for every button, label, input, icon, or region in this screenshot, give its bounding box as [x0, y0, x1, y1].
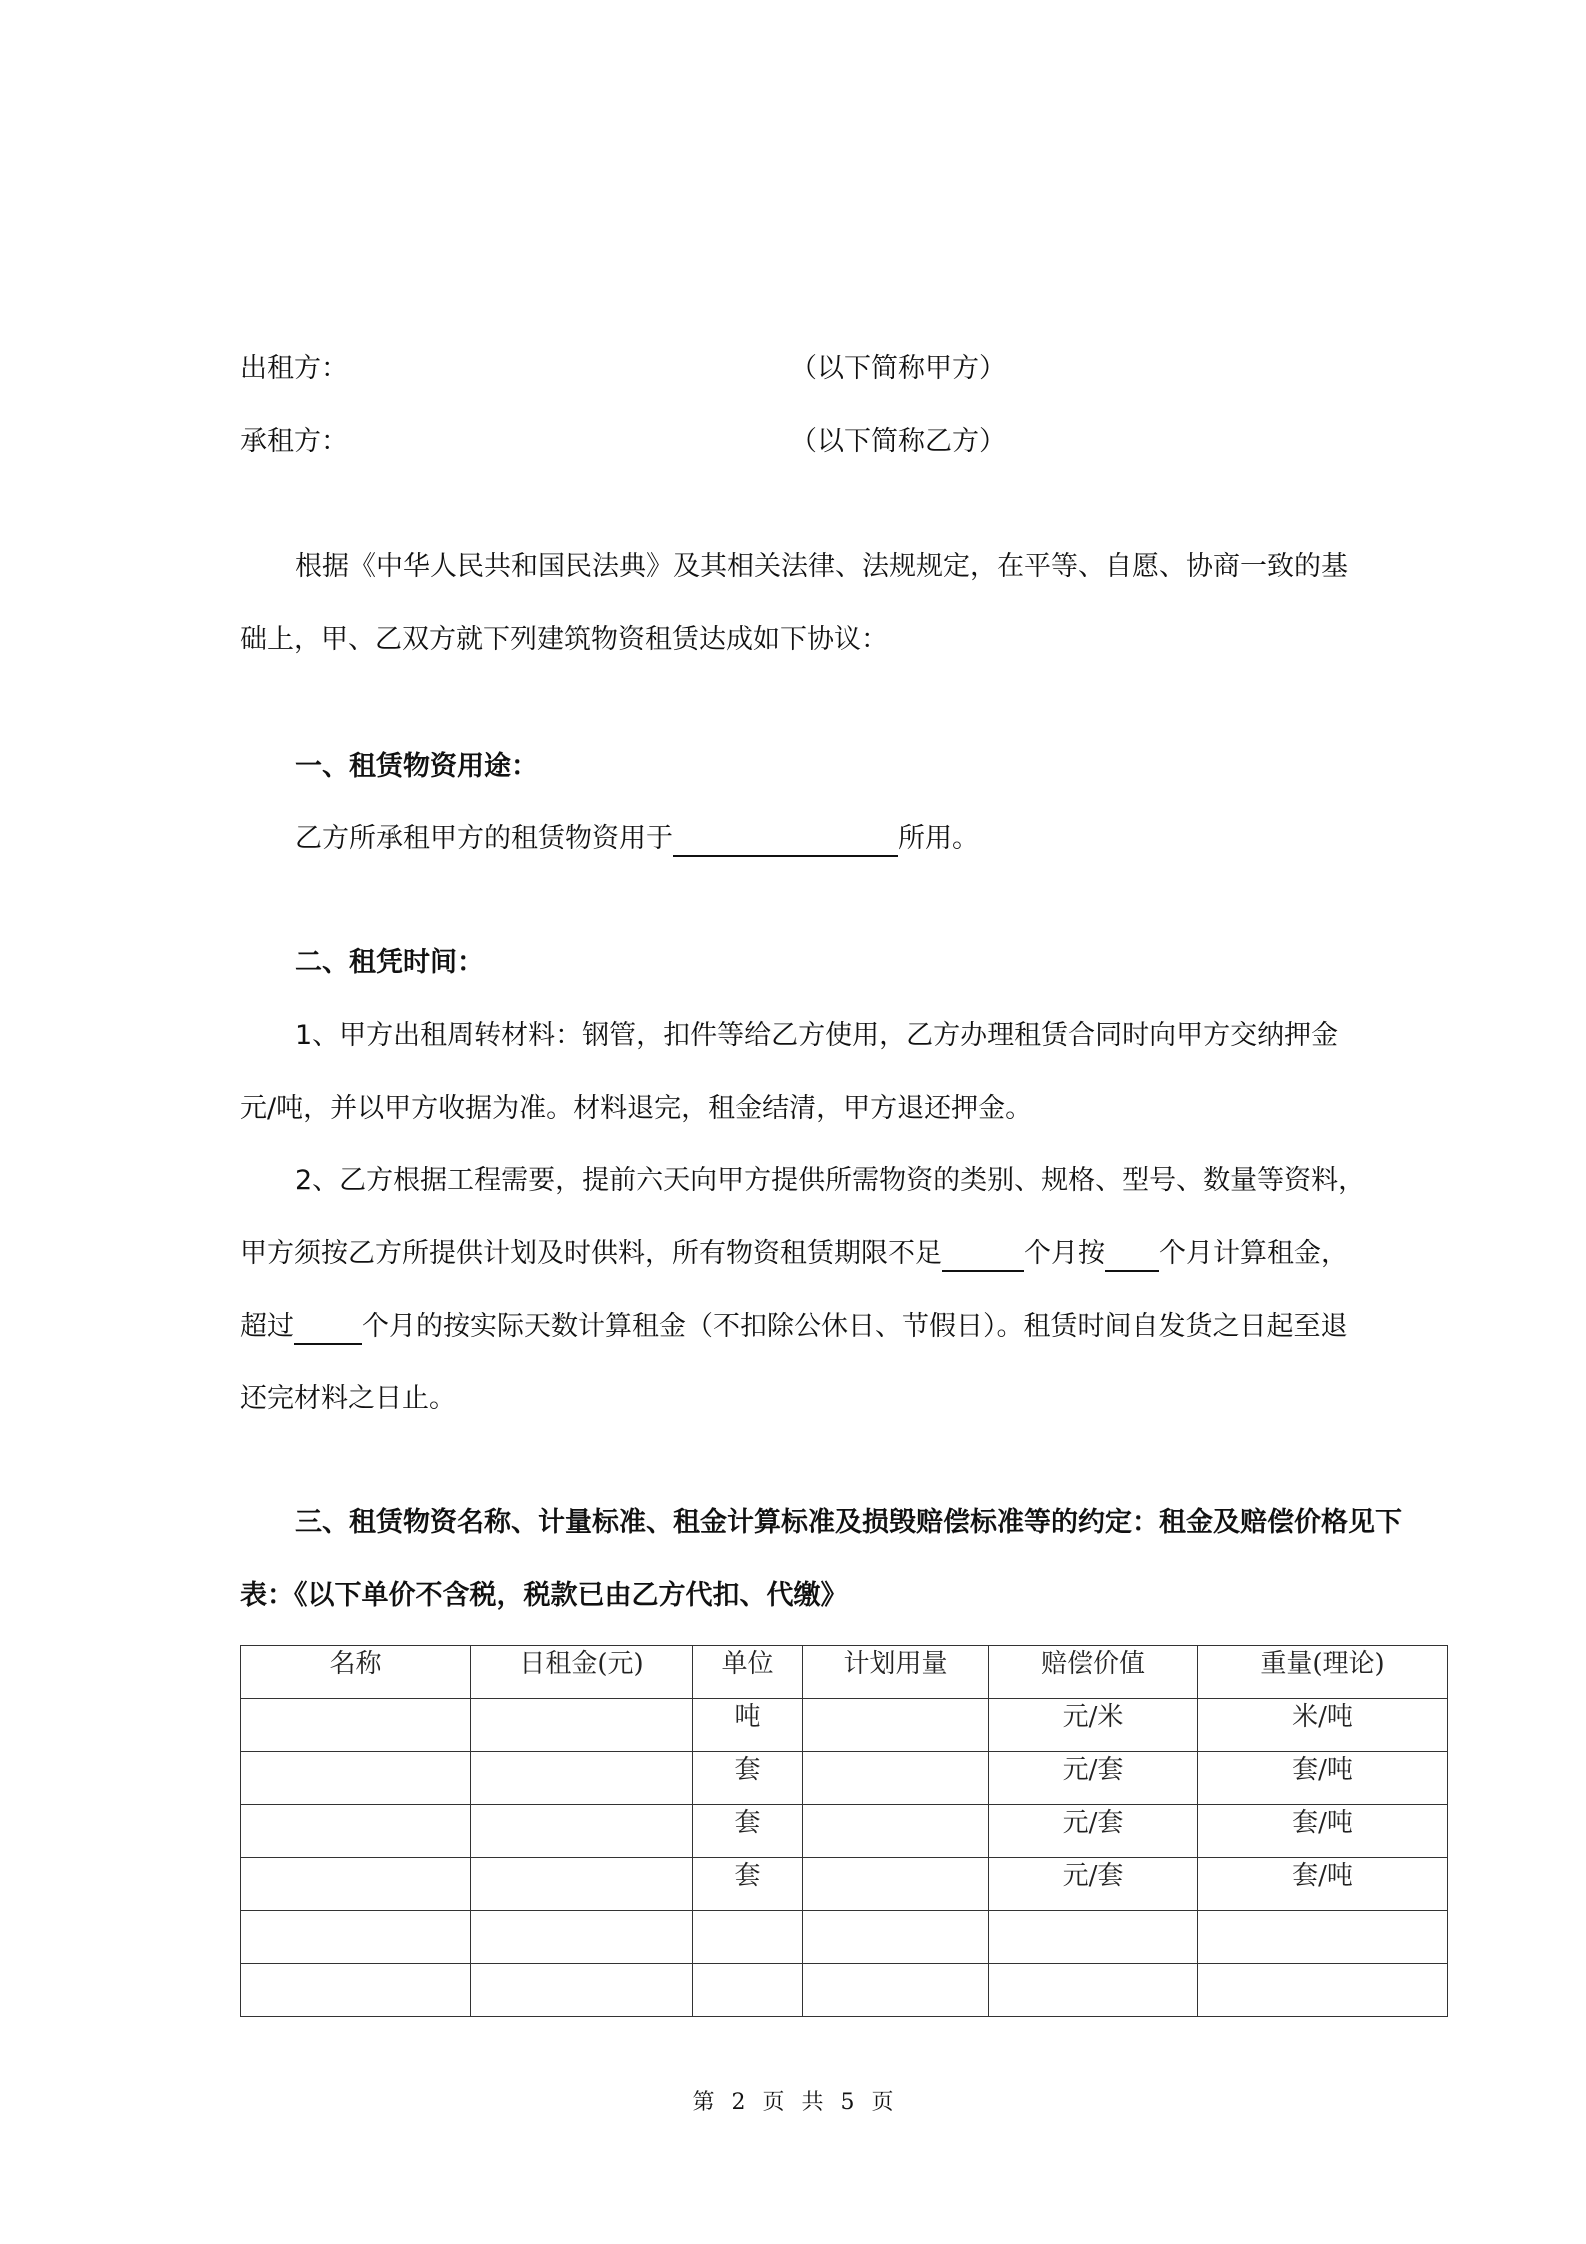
- table-cell: 元/套: [989, 1752, 1198, 1805]
- header-planned-quantity: 计划用量: [803, 1646, 989, 1699]
- table-cell: [471, 1964, 693, 2017]
- section-3-heading-line-1: 三、租赁物资名称、计量标准、租金计算标准及损毁赔偿标准等的约定：租金及赔偿价格见下: [295, 1507, 1402, 1538]
- section-2-p2-line-3: [240, 1309, 1348, 1345]
- section-2-p1-line-2: 元/吨，并以甲方收据为准。材料退完，租金结清，甲方退还押金。: [240, 1093, 1033, 1124]
- section-2-heading: 二、租凭时间：: [295, 947, 484, 978]
- purpose-blank: [673, 825, 898, 857]
- p2-line-2-part-b: 个月按: [1024, 1238, 1105, 1269]
- preamble-line-2: 础上，甲、乙双方就下列建筑物资租赁达成如下协议：: [240, 624, 888, 655]
- header-name: 名称: [241, 1646, 471, 1699]
- table-cell: [803, 1805, 989, 1858]
- table-cell: [241, 1752, 471, 1805]
- table-row: [241, 1699, 1448, 1752]
- section-2-p2-line-1: 2、乙方根据工程需要，提前六天向甲方提供所需物资的类别、规格、型号、数量等资料，: [295, 1165, 1366, 1196]
- section-2-p1-line-1: 1、甲方出租周转材料：钢管，扣件等给乙方使用，乙方办理租赁合同时向甲方交纳押金: [295, 1020, 1339, 1051]
- table-cell: [241, 1964, 471, 2017]
- lessee-note: （以下简称乙方）: [790, 426, 1006, 457]
- months-billed-blank: [1105, 1240, 1159, 1272]
- table-row: [241, 1805, 1448, 1858]
- header-daily-rent: 日租金(元): [471, 1646, 693, 1699]
- p2-line-2-part-a: 甲方须按乙方所提供计划及时供料，所有物资租赁期限不足: [240, 1238, 942, 1269]
- table-cell: [693, 1911, 803, 1964]
- table-cell: [241, 1911, 471, 1964]
- section-3-heading-line-2: 表：《以下单价不含税，税款已由乙方代扣、代缴》: [240, 1580, 848, 1611]
- table-cell: [803, 1911, 989, 1964]
- table-cell: [803, 1699, 989, 1752]
- table-cell: [241, 1858, 471, 1911]
- table-cell: [803, 1964, 989, 2017]
- table-header-row: [241, 1646, 1448, 1699]
- table-cell: [803, 1858, 989, 1911]
- table-cell: 元/套: [989, 1858, 1198, 1911]
- header-compensation-value: 赔偿价值: [989, 1646, 1198, 1699]
- header-theoretical-weight: 重量(理论): [1198, 1646, 1448, 1699]
- p2-line-3-part-b: 个月的按实际天数计算租金（不扣除公休日、节假日）。租赁时间自发货之日起至退: [362, 1311, 1348, 1342]
- p2-line-3-part-a: 超过: [240, 1311, 294, 1342]
- table-row: [241, 1964, 1448, 2017]
- months-short-blank: [942, 1240, 1024, 1272]
- table-cell: [471, 1699, 693, 1752]
- table-cell: 套/吨: [1198, 1752, 1448, 1805]
- section-2-p2-line-4: 还完材料之日止。: [240, 1383, 456, 1414]
- table-cell: [471, 1752, 693, 1805]
- table-cell: [803, 1752, 989, 1805]
- lessee-label: 承租方：: [240, 426, 348, 457]
- table-cell: 套: [693, 1752, 803, 1805]
- table-cell: [241, 1699, 471, 1752]
- section-1-heading: 一、租赁物资用途：: [295, 751, 538, 782]
- p2-line-2-part-c: 个月计算租金，: [1159, 1238, 1348, 1269]
- table-cell: [471, 1858, 693, 1911]
- table-cell: [693, 1964, 803, 2017]
- table-cell: 套: [693, 1858, 803, 1911]
- table-cell: 套/吨: [1198, 1858, 1448, 1911]
- table-cell: 套: [693, 1805, 803, 1858]
- table-cell: [1198, 1964, 1448, 2017]
- page-number: 第 2 页 共 5 页: [692, 2090, 894, 2115]
- table-cell: 米/吨: [1198, 1699, 1448, 1752]
- table-row: [241, 1911, 1448, 1964]
- table-cell: [1198, 1911, 1448, 1964]
- section-1-text-after: 所用。: [898, 823, 979, 854]
- header-unit: 单位: [693, 1646, 803, 1699]
- section-2-p2-line-2: [240, 1236, 1348, 1272]
- table-cell: 套/吨: [1198, 1805, 1448, 1858]
- table-cell: 吨: [693, 1699, 803, 1752]
- materials-table: [240, 1645, 1448, 2017]
- table-cell: [241, 1805, 471, 1858]
- lessor-label: 出租方：: [240, 353, 348, 384]
- lessor-note: （以下简称甲方）: [790, 353, 1006, 384]
- table-cell: 元/米: [989, 1699, 1198, 1752]
- table-cell: [471, 1805, 693, 1858]
- section-1-text-before: 乙方所承租甲方的租赁物资用于: [295, 823, 673, 854]
- months-over-blank: [294, 1313, 362, 1345]
- table-cell: [989, 1964, 1198, 2017]
- table-row: [241, 1752, 1448, 1805]
- table-row: [241, 1858, 1448, 1911]
- preamble-line-1: 根据《中华人民共和国民法典》及其相关法律、法规规定，在平等、自愿、协商一致的基: [295, 551, 1348, 582]
- table-cell: [471, 1911, 693, 1964]
- table-cell: 元/套: [989, 1805, 1198, 1858]
- table-cell: [989, 1911, 1198, 1964]
- section-1-text: [295, 821, 979, 857]
